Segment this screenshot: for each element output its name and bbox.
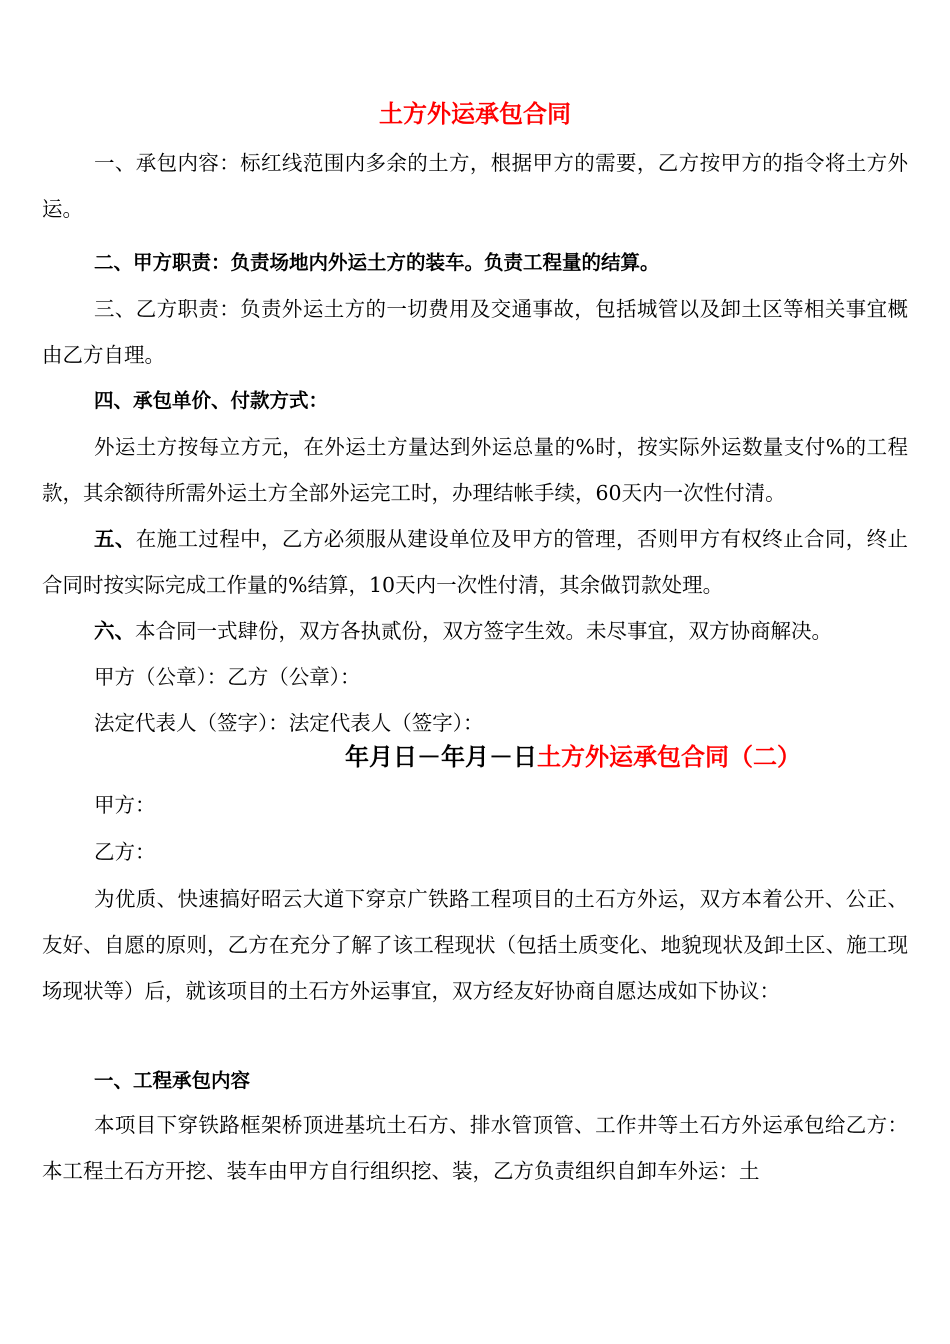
clause-6 [42, 608, 908, 654]
date-prefix: 年月日－年月－日 [345, 743, 537, 771]
party-a-label: 甲方： [94, 793, 156, 817]
party-b-label: 乙方： [94, 840, 156, 864]
seal-line: 甲方（公章）：乙方（公章）： [94, 665, 361, 689]
clause-5 [42, 516, 908, 608]
section-1-body: 本项目下穿铁路框架桥顶进基坑土石方、排水管顶管、工作井等土石方外运承包给乙方：本工程土石方开挖、装车由甲方自行组织挖、装，乙方负责组织自卸车外运：土 [42, 1113, 908, 1183]
second-contract-title: 土方外运承包合同（二） [537, 743, 801, 771]
clause-4-body: 外运土方按每立方元，在外运土方量达到外运总量的%时，按实际外运数量支付%的工程款，其余额待所需外运土方全部外运完工时，办理结帐手续，60天内一次性付清。 [42, 435, 908, 505]
representative-line: 法定代表人（签字）：法定代表人（签字）： [94, 711, 484, 735]
preamble-paragraph: 为优质、快速搞好昭云大道下穿京广铁路工程项目的土石方外运，双方本着公开、公正、友好、自愿的原则，乙方在充分了解了该工程现状（包括土质变化、地貌现状及卸土区、施工现场现状等）后，就该项目的土石方外运事宜，双方经友好协商自愿达成如下协议： [42, 887, 908, 1003]
section-1-heading: 一、工程承包内容 [94, 1069, 251, 1092]
clause-6-lead: 六、 [94, 619, 135, 643]
clause-1: 一、承包内容：标红线范围内多余的土方，根据甲方的需要，乙方按甲方的指令将土方外运。 [42, 151, 908, 221]
document-title: 土方外运承包合同 [379, 100, 571, 128]
clause-6-text: 本合同一式肆份，双方各执贰份，双方签字生效。未尽事宜，双方协商解决。 [135, 619, 832, 643]
clause-4-heading: 四、承包单价、付款方式： [94, 389, 329, 412]
second-contract-heading [345, 734, 801, 780]
clause-5-lead: 五、 [94, 527, 136, 551]
clause-2: 二、甲方职责：负责场地内外运土方的装车。负责工程量的结算。 [94, 251, 660, 274]
clause-3: 三、乙方职责：负责外运土方的一切费用及交通事故，包括城管以及卸土区等相关事宜概由乙方自理。 [42, 297, 908, 367]
clause-5-text: 在施工过程中，乙方必须服从建设单位及甲方的管理，否则甲方有权终止合同，终止合同时按实际完成工作量的%结算，10天内一次性付清，其余做罚款处理。 [42, 527, 909, 597]
